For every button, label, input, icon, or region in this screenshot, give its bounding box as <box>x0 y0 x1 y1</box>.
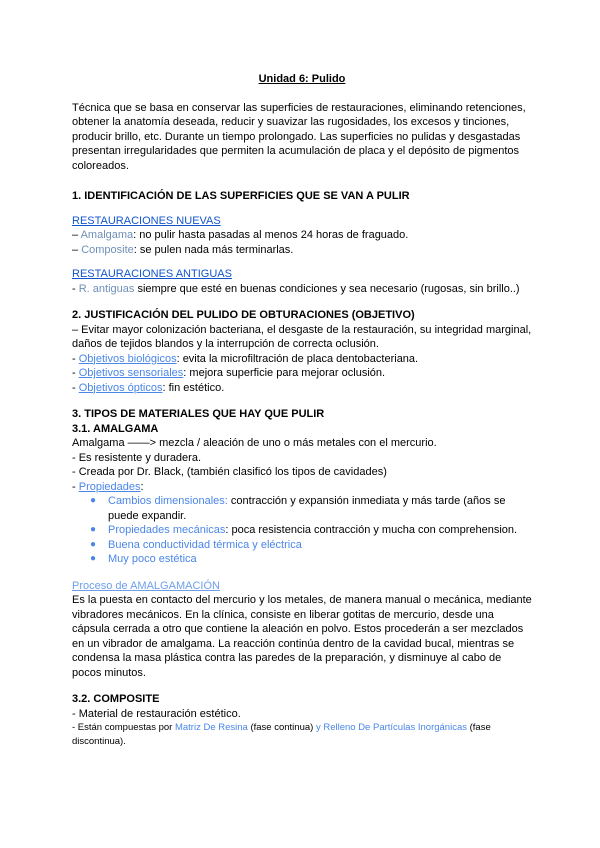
list-item: ● Buena conductividad térmica y eléctrica <box>90 538 302 551</box>
composite-line: - Están compuestas por Matriz De Resina (fase continua) y Relleno De Partículas Inorgánicas (fase discontinua). <box>72 722 491 747</box>
list-item: - Objetivos biológicos: evita la microfiltración de placa dentobacteriana. <box>72 352 419 365</box>
restauraciones-nuevas <box>72 214 532 258</box>
list-item: - R. antiguas siempre que esté en buenas condiciones y sea necesario (rugosas, sin brillo..) <box>72 282 520 295</box>
list-item: ● Cambios dimensionales: contracción y expansión inmediata y más tarde (años se puede expandir. <box>90 495 506 522</box>
section-3 <box>72 407 532 749</box>
composite-line: - Material de restauración estético. <box>72 707 241 720</box>
restauraciones-nuevas-link[interactable]: RESTAURACIONES NUEVAS <box>72 214 221 227</box>
amalgama-line: Amalgama ——> mezcla / aleación de uno o más metales con el mercurio. <box>72 437 437 449</box>
amalgama-heading: 3.1. AMALGAMA <box>72 422 159 435</box>
section-2-heading: 2. JUSTIFICACIÓN DEL PULIDO DE OBTURACIONES (OBJETIVO) <box>72 309 415 321</box>
intro-paragraph: Técnica que se basa en conservar las superficies de restauraciones, eliminando retenciones, obtener la anatomía deseada, reducir y suavizar las rugosidades, los excesos y tinciones, producir brillo, etc. Durante un tiempo prolongado. Las superficies no pulidas y desgastadas presentan irregularidades que permiten la acumulación de placa y el depósito de pigmentos coloreados. <box>72 101 526 172</box>
section-1-heading: 1. IDENTIFICACIÓN DE LAS SUPERFICIES QUE SE VAN A PULIR <box>72 190 410 202</box>
propiedades-label: - Propiedades: <box>72 480 144 493</box>
propiedades-list <box>72 494 532 567</box>
amalgama-line: - Es resistente y duradera. <box>72 451 202 464</box>
page-title: Unidad 6: Pulido <box>258 73 346 85</box>
list-item: - Objetivos ópticos: fin estético. <box>72 381 225 394</box>
proceso-amalgamacion <box>72 579 532 681</box>
list-item: – Amalgama: no pulir hasta pasadas al menos 24 horas de fraguado. <box>72 229 409 241</box>
bullet-icon: ● <box>90 553 97 564</box>
bullet-icon: ● <box>90 538 97 550</box>
composite-heading: 3.2. COMPOSITE <box>72 693 160 705</box>
list-item: ● Propiedades mecánicas: poca resistencia contracción y mucha con comprehension. <box>90 524 518 536</box>
restauraciones-antiguas-link[interactable]: RESTAURACIONES ANTIGUAS <box>72 268 232 280</box>
proceso-text: Es la puesta en contacto del mercurio y los metales, de manera manual o mecánica, mediante vibradores mecánicos. En la clínica, consiste en liberar gotitas de mercurio, desde una cápsula cerrada a otro que contiene la aleación en polvo. Estos procederán a ser mezclados en un vibrador de amalgama. La reacción continúa dentro de la cavidad bucal, mientras se condensa la masa plástica contra las paredes de la preparación, y disminuye al cabo de pocos minutos. <box>72 594 532 679</box>
section-1 <box>72 189 532 296</box>
restauraciones-antiguas <box>72 267 532 296</box>
list-item: – Composite: se pulen nada más terminarlas. <box>72 243 294 256</box>
bullet-icon: ● <box>90 495 97 506</box>
section-2 <box>72 308 532 395</box>
document-page <box>72 72 532 761</box>
list-item: ● Muy poco estética <box>90 553 197 565</box>
proceso-title-link[interactable]: Proceso de AMALGAMACIÓN <box>72 579 220 592</box>
list-item: - Objetivos sensoriales: mejora superficie para mejorar oclusión. <box>72 367 386 379</box>
composite-block <box>72 692 532 749</box>
section-2-text: – Evitar mayor colonización bacteriana, el desgaste de la restauración, su integridad marginal, daños de tejidos blandos y la interrupción de correcta oclusión. <box>72 323 532 350</box>
section-3-heading: 3. TIPOS DE MATERIALES QUE HAY QUE PULIR <box>72 408 325 420</box>
bullet-icon: ● <box>90 524 97 535</box>
amalgama-line: - Creada por Dr. Black, (también clasificó los tipos de cavidades) <box>72 466 387 478</box>
